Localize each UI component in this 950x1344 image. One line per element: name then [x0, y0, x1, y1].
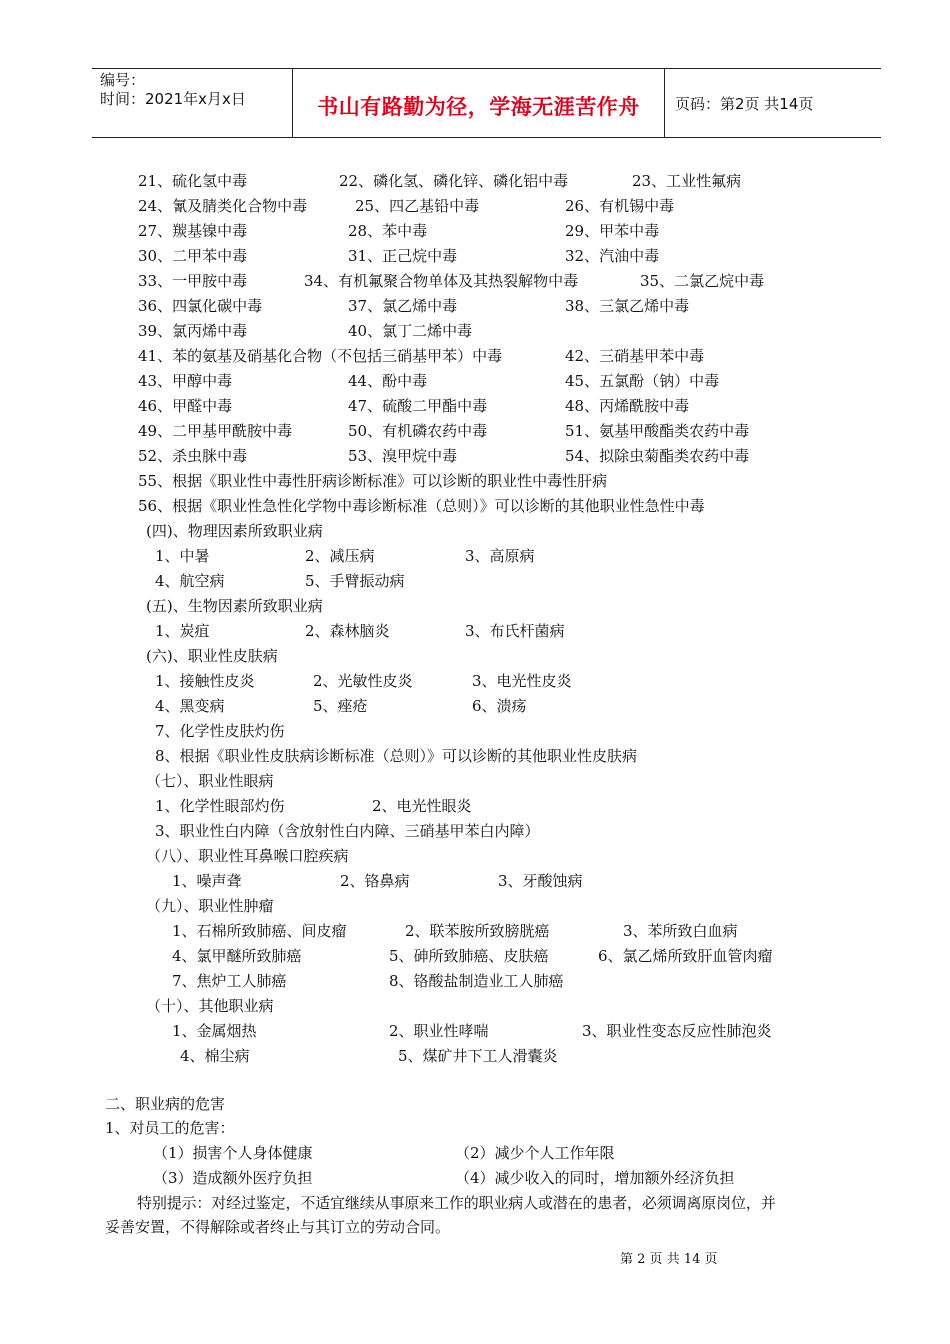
list-item: 24、氰及腈类化合物中毒 [138, 197, 308, 215]
list-item: 2、光敏性皮炎 [313, 672, 413, 690]
section-heading: (五)、生物因素所致职业病 [146, 597, 323, 615]
page-footer: 第 2 页 共 14 页 [620, 1252, 718, 1267]
page-header [92, 68, 881, 138]
header-motto: 书山有路勤为径，学海无涯苦作舟 [317, 95, 640, 119]
list-item: （1）损害个人身体健康 [153, 1144, 313, 1162]
section-heading: （七）、职业性眼病 [146, 772, 274, 790]
list-item: 3、高原病 [465, 547, 535, 565]
section-heading: （八）、职业性耳鼻喉口腔疾病 [146, 847, 349, 865]
list-item: 2、森林脑炎 [305, 622, 390, 640]
list-item: 53、溴甲烷中毒 [348, 447, 458, 465]
note-paragraph: 特别提示：对经过鉴定，不适宜继续从事原来工作的职业病人或潜在的患者，必须调离原岗位，并 [137, 1194, 776, 1212]
list-item: 2、铬鼻病 [340, 872, 410, 890]
list-item: 22、磷化氢、磷化锌、磷化铝中毒 [339, 172, 569, 190]
list-item: 28、苯中毒 [348, 222, 428, 240]
list-item: 3、职业性变态反应性肺泡炎 [582, 1022, 772, 1040]
list-item: 29、甲苯中毒 [565, 222, 660, 240]
list-item: 21、硫化氢中毒 [138, 172, 248, 190]
list-item: 8、铬酸盐制造业工人肺癌 [389, 972, 564, 990]
list-item: 2、职业性哮喘 [389, 1022, 489, 1040]
subsection-heading: 1、对员工的危害： [105, 1119, 235, 1137]
list-item: 35、二氯乙烷中毒 [640, 272, 765, 290]
list-item: 33、一甲胺中毒 [138, 272, 248, 290]
list-item: （2）减少个人工作年限 [455, 1144, 615, 1162]
list-item: 25、四乙基铅中毒 [355, 197, 480, 215]
list-item: 46、甲醛中毒 [138, 397, 233, 415]
list-item: 1、噪声聋 [172, 872, 242, 890]
list-item: （4）减少收入的同时，增加额外经济负担 [455, 1169, 735, 1187]
list-item: 1、中暑 [155, 547, 210, 565]
list-item: 23、工业性氟病 [632, 172, 742, 190]
serial-label: 编号： [100, 71, 146, 89]
list-item: 47、硫酸二甲酯中毒 [348, 397, 488, 415]
list-item: 3、布氏杆菌病 [465, 622, 565, 640]
list-item: 5、手臂振动病 [305, 572, 405, 590]
header-divider [664, 69, 665, 137]
list-item: 6、溃疡 [472, 697, 527, 715]
section-heading: （十）、其他职业病 [146, 997, 274, 1015]
list-item: 42、三硝基甲苯中毒 [565, 347, 705, 365]
list-item: 30、二甲苯中毒 [138, 247, 248, 265]
note-paragraph: 妥善安置，不得解除或者终止与其订立的劳动合同。 [105, 1218, 451, 1236]
list-item: 51、氨基甲酸酯类农药中毒 [565, 422, 750, 440]
list-item: 3、牙酸蚀病 [498, 872, 583, 890]
list-item: 1、炭疽 [155, 622, 210, 640]
time-label: 时间：2021年x月x日 [100, 90, 246, 108]
list-item: 2、减压病 [305, 547, 375, 565]
list-item: 52、杀虫脒中毒 [138, 447, 248, 465]
list-item: 2、联苯胺所致膀胱癌 [405, 922, 550, 940]
list-item: 48、丙烯酰胺中毒 [565, 397, 690, 415]
list-item: 2、电光性眼炎 [372, 797, 472, 815]
list-item: 5、砷所致肺癌、皮肤癌 [389, 947, 549, 965]
list-item: 3、苯所致白血病 [623, 922, 738, 940]
list-item: 4、棉尘病 [180, 1047, 250, 1065]
list-item: 36、四氯化碳中毒 [138, 297, 263, 315]
list-item: 26、有机锡中毒 [565, 197, 675, 215]
list-item: 32、汽油中毒 [565, 247, 660, 265]
list-item: 27、羰基镍中毒 [138, 222, 248, 240]
list-item: 39、氯丙烯中毒 [138, 322, 248, 340]
header-page-number: 页码：第2页 共14页 [675, 95, 814, 113]
section-heading: 二、职业病的危害 [105, 1095, 226, 1113]
list-item: 49、二甲基甲酰胺中毒 [138, 422, 293, 440]
list-item: 40、氯丁二烯中毒 [348, 322, 473, 340]
section-heading: (四)、物理因素所致职业病 [146, 522, 323, 540]
list-item: 4、氯甲醚所致肺癌 [172, 947, 302, 965]
section-heading: （九）、职业性肿瘤 [146, 897, 274, 915]
header-meta [100, 71, 246, 109]
list-item: （3）造成额外医疗负担 [153, 1169, 313, 1187]
list-item: 3、职业性白内障（含放射性白内障、三硝基甲苯白内障） [155, 822, 540, 840]
list-item: 1、化学性眼部灼伤 [155, 797, 285, 815]
list-item: 7、焦炉工人肺癌 [172, 972, 287, 990]
list-item: 31、正己烷中毒 [348, 247, 458, 265]
list-item: 34、有机氟聚合物单体及其热裂解物中毒 [304, 272, 579, 290]
list-item: 43、甲醇中毒 [138, 372, 233, 390]
list-item: 7、化学性皮肤灼伤 [155, 722, 285, 740]
list-item: 55、根据《职业性中毒性肝病诊断标准》可以诊断的职业性中毒性肝病 [138, 472, 608, 490]
list-item: 5、痤疮 [313, 697, 368, 715]
list-item: 56、根据《职业性急性化学物中毒诊断标准（总则）》可以诊断的其他职业性急性中毒 [138, 497, 705, 515]
list-item: 1、接触性皮炎 [155, 672, 255, 690]
section-heading: (六)、职业性皮肤病 [146, 647, 278, 665]
list-item: 37、氯乙烯中毒 [348, 297, 458, 315]
list-item: 1、石棉所致肺癌、间皮瘤 [172, 922, 347, 940]
list-item: 1、金属烟热 [172, 1022, 257, 1040]
list-item: 44、酚中毒 [348, 372, 428, 390]
list-item: 4、航空病 [155, 572, 225, 590]
list-item: 45、五氯酚（钠）中毒 [565, 372, 720, 390]
list-item: 6、氯乙烯所致肝血管肉瘤 [598, 947, 773, 965]
list-item: 50、有机磷农药中毒 [348, 422, 488, 440]
list-item: 54、拟除虫菊酯类农药中毒 [565, 447, 750, 465]
list-item: 41、苯的氨基及硝基化合物（不包括三硝基甲苯）中毒 [138, 347, 503, 365]
list-item: 4、黑变病 [155, 697, 225, 715]
list-item: 3、电光性皮炎 [472, 672, 572, 690]
list-item: 8、根据《职业性皮肤病诊断标准（总则）》可以诊断的其他职业性皮肤病 [155, 747, 638, 765]
list-item: 5、煤矿井下工人滑囊炎 [398, 1047, 558, 1065]
list-item: 38、三氯乙烯中毒 [565, 297, 690, 315]
